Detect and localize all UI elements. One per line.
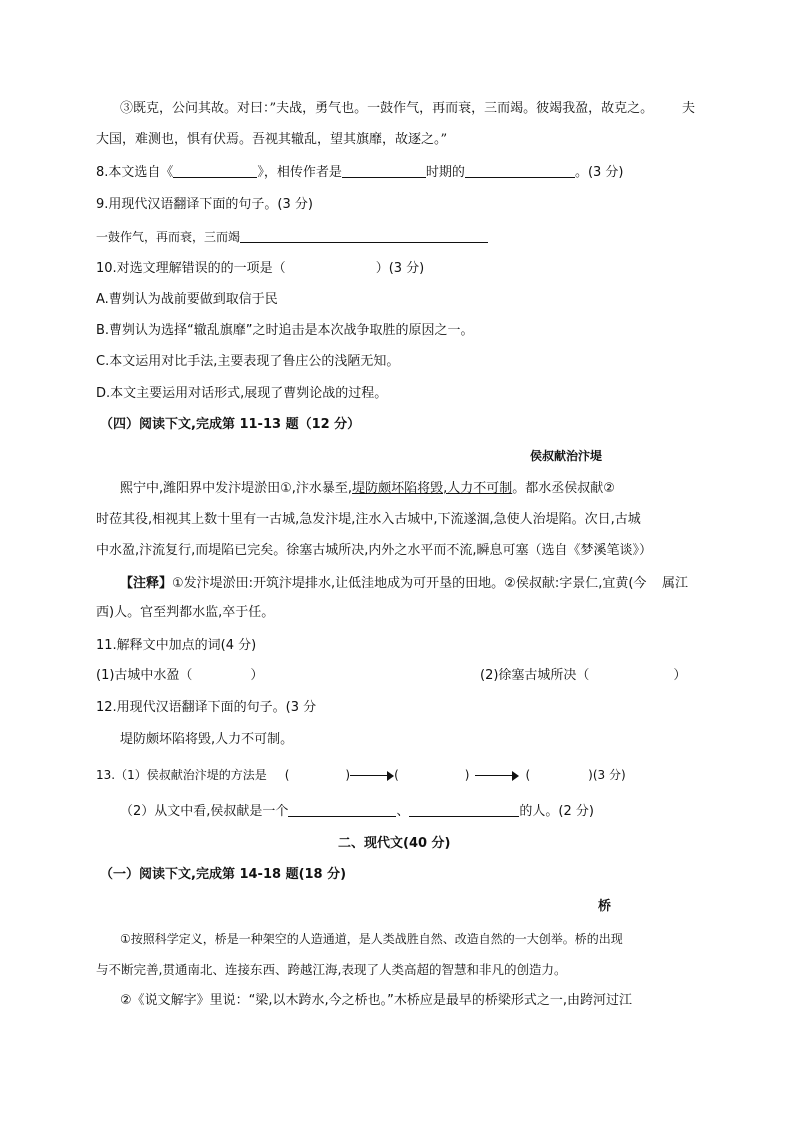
passage-line-tail: 夫 — [682, 101, 696, 116]
question-13-part-1: 13.（1）侯叔献治汴堤的方法是 ( ) ( ) ( )(3 分) — [96, 768, 626, 782]
passage-line: 中水盈,汴流复行,而堤陷已完矣。徐塞古城所决,内外之水平而不流,瞬息可塞（选自《梦溪笔谈》） — [96, 543, 653, 558]
answer-blank[interactable] — [173, 163, 257, 178]
passage-line: 大国，难测也，惧有伏焉。吾视其辙乱，望其旗靡，故逐之。” — [96, 132, 448, 147]
section-heading: 二、现代文(40 分) — [338, 836, 451, 851]
arrow-right-icon — [350, 771, 394, 781]
question-11-item-1: (1)古城中水盈（ ） — [96, 668, 264, 683]
question-11-item-2: (2)徐塞古城所决（ ） — [480, 668, 687, 683]
question-9-stem: 9.用现代汉语翻译下面的句子。(3 分) — [96, 197, 313, 212]
passage-title: 桥 — [598, 899, 612, 914]
passage-line: ②《说文解字》里说：“梁,以木跨水,今之桥也。”木桥应是最早的桥梁形式之一,由跨河过江 — [120, 993, 633, 1008]
question-8: 8.本文选自《 》，相传作者是 时期的 。(3 分) — [96, 165, 624, 180]
section-heading: （四）阅读下文,完成第 11-13 题（12 分） — [100, 417, 361, 432]
answer-blank[interactable] — [288, 802, 396, 817]
option-c[interactable]: C.本文运用对比手法,主要表现了鲁庄公的浅陋无知。 — [96, 354, 400, 369]
option-d[interactable]: D.本文主要运用对话形式,展现了曹刿论战的过程。 — [96, 386, 388, 401]
answer-blank[interactable] — [342, 163, 426, 178]
question-11-stem: 11.解释文中加点的词(4 分) — [96, 638, 257, 653]
answer-blank[interactable] — [465, 163, 575, 178]
passage-line: 与不断完善,贯通南北、连接东西、跨越江海,表现了人类高超的智慧和非凡的创造力。 — [96, 962, 567, 977]
question-9-sentence: 一鼓作气，再而衰，三而竭 — [96, 228, 488, 246]
answer-blank[interactable] — [409, 802, 519, 817]
option-a[interactable]: A.曹刿认为战前要做到取信于民 — [96, 292, 278, 307]
answer-blank[interactable] — [240, 228, 488, 243]
question-10-stem: 10.对选文理解错误的的一项是（ ）(3 分) — [96, 261, 425, 276]
annotation-line: 【注释】①发汴堤淤田:开筑汴堤排水,让低洼地成为可开垦的田地。②侯叔献:字景仁,宜黄(今 — [120, 576, 647, 591]
passage-line: ③既克，公问其故。对曰：”夫战，勇气也。一鼓作气，再而衰，三而竭。彼竭我盈，故克之。 — [120, 101, 654, 116]
question-12-sentence: 堤防颇坏陷将毁,人力不可制。 — [120, 732, 294, 747]
arrow-right-icon — [475, 771, 519, 781]
section-subheading: （一）阅读下文,完成第 14-18 题(18 分) — [100, 867, 347, 882]
passage-line: 熙宁中,潍阳界中发汴堤淤田①,汴水暴至,堤防颇坏陷将毁,人力不可制。都水丞侯叔献② — [120, 481, 615, 496]
option-b[interactable]: B.曹刿认为选择“辙乱旗靡”之时追击是本次战争取胜的原因之一。 — [96, 323, 474, 338]
annotation-line: 西)人。官至判都水监,卒于任。 — [96, 605, 275, 620]
question-12-stem: 12.用现代汉语翻译下面的句子。(3 分 — [96, 700, 317, 715]
passage-line: 时莅其役,相视其上数十里有一古城,急发汴堤,注水入古城中,下流遂涸,急使人治堤陷。次日,古城 — [96, 512, 641, 527]
passage-line: ①按照科学定义，桥是一种架空的人造通道，是人类战胜自然、改造自然的一大创举。桥的出现 — [120, 932, 623, 946]
passage-title: 侯叔献治汴堤 — [530, 449, 603, 463]
question-13-part-2: （2）从文中看,侯叔献是一个 、 的人。(2 分) — [120, 804, 594, 819]
annotation-line-tail: 属江 — [662, 576, 689, 591]
